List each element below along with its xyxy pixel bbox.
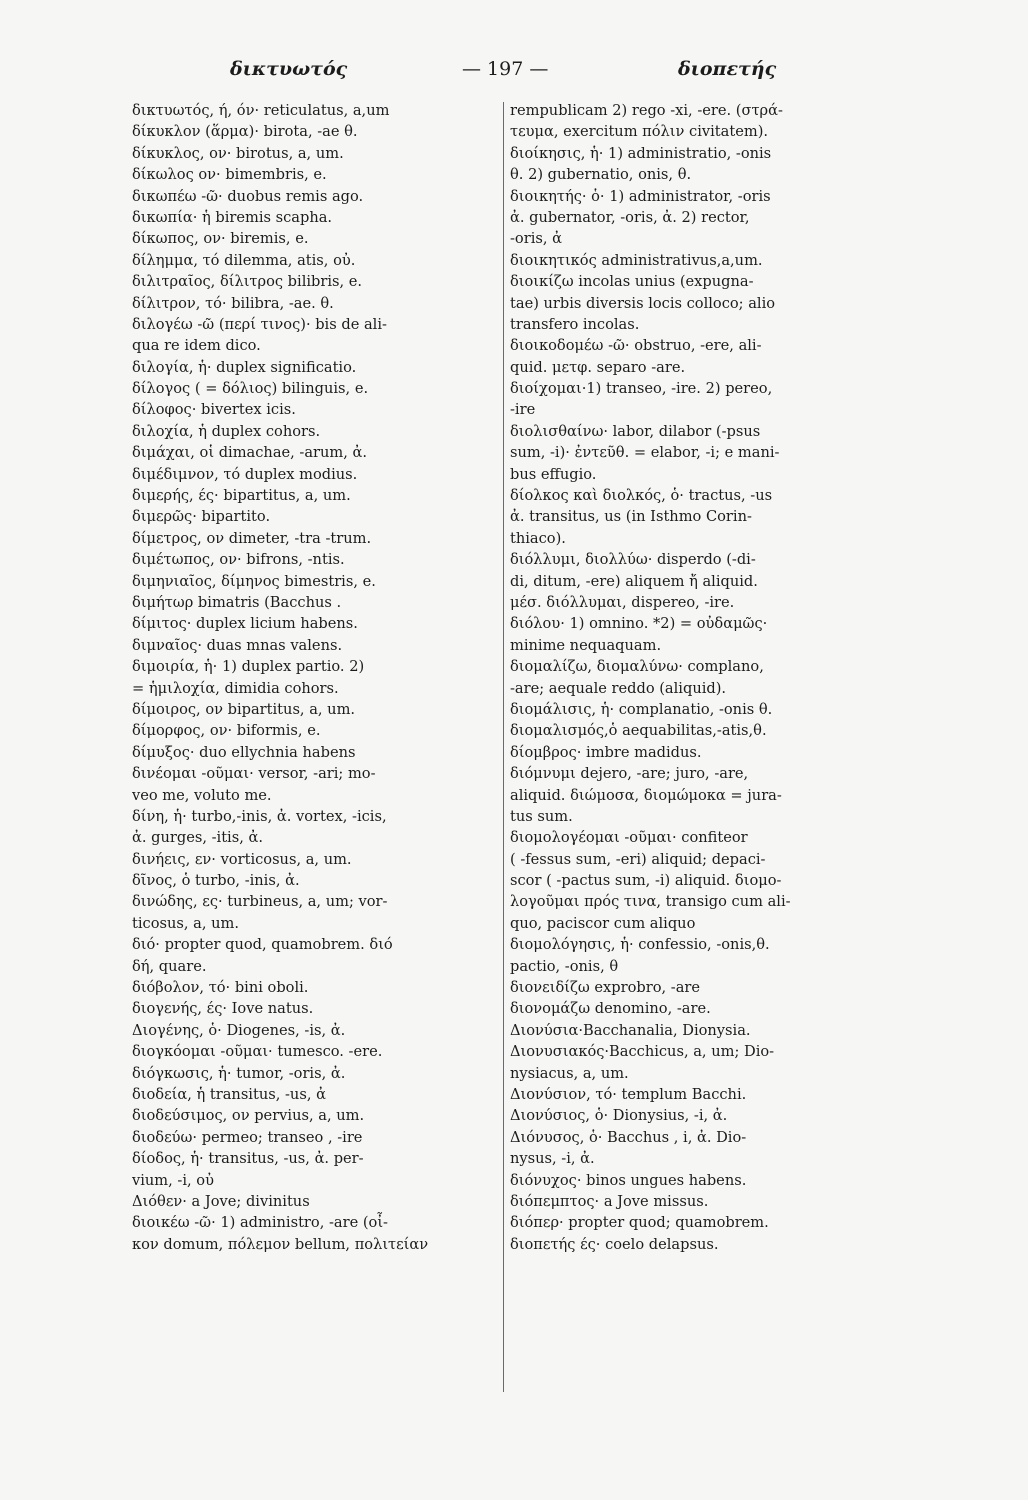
text-line: vium, -i, οὐ <box>132 1171 214 1189</box>
text-line: quid. μετφ. separo -are. <box>510 358 686 376</box>
text-line: διόγκωσις, ἡ· tumor, -oris, ἀ. <box>132 1064 346 1082</box>
text-line: transfero incolas. <box>510 315 640 333</box>
text-line: διοίχομαι·1) transeo, -ire. 2) pereo, <box>510 380 773 398</box>
text-line: διονειδίζω exprobro, -are <box>510 979 701 997</box>
text-line: διόπερ· propter quod; quamobrem. <box>510 1214 769 1232</box>
text-line: veo me, voluto me. <box>132 786 272 804</box>
text-line: τευμα, exercitum πόλιν civitatem). <box>510 123 769 141</box>
text-line: διμοιρία, ἡ· 1) duplex partio. 2) <box>132 658 365 676</box>
text-line: δίκυκλον (ἅρμα)· birota, -ae θ. <box>132 123 358 141</box>
text-line: διλοχία, ἡ duplex cohors. <box>132 422 321 440</box>
text-line: δίλογος ( = δόλιος) bilinguis, e. <box>132 380 369 398</box>
text-line: διμάχαι, οἱ dimachae, -arum, ἀ. <box>132 444 368 462</box>
text-line: δίοδος, ἡ· transitus, -us, ἀ. per- <box>132 1150 364 1168</box>
text-line: ἀ. transitus, us (in Isthmo Corin- <box>510 508 752 526</box>
text-line: tae) urbis diversis locis colloco; alio <box>510 294 776 312</box>
header-right-guide-word: διοπετής <box>678 58 777 80</box>
text-line: Διονύσιος, ὁ· Dionysius, -i, ἀ. <box>510 1107 728 1125</box>
text-line: μέσ. διόλλυμαι, dispereo, -ire. <box>510 593 735 611</box>
text-line: διμέτωπος, ον· bifrons, -ntis. <box>132 551 345 569</box>
text-line: bus effugio. <box>510 465 597 483</box>
text-line: tus sum. <box>510 807 573 825</box>
text-line: διλογέω -ῶ (περί τινος)· bis de ali- <box>132 315 387 333</box>
text-line: θ. 2) gubernatio, onis, θ. <box>510 166 692 184</box>
text-line: διοικοδομέω -ῶ· obstruo, -ere, ali- <box>510 337 762 355</box>
text-line: διόμνυμι dejero, -are; juro, -are, <box>510 765 749 783</box>
text-line: Διόθεν· a Jove; divinitus <box>132 1192 310 1210</box>
text-line: scor ( -pactus sum, -i) aliquid. διομο- <box>510 872 782 890</box>
text-line: ἀ. gurges, -itis, ἀ. <box>132 829 263 847</box>
text-line: nysus, -i, ἀ. <box>510 1150 595 1168</box>
text-line: διμναῖος· duas mnas valens. <box>132 636 343 654</box>
header-left-guide-word: δικτυωτός <box>230 58 348 80</box>
text-line: qua re idem dico. <box>132 337 261 355</box>
text-line: δίλιτρον, τό· bilibra, -ae. θ. <box>132 294 334 312</box>
text-line: δίκωλος ον· bimembris, e. <box>132 166 327 184</box>
right-column <box>510 100 912 1255</box>
text-line: διοπετής ές· coelo delapsus. <box>510 1235 719 1253</box>
text-line: διοικίζω incolas unius (expugna- <box>510 273 754 291</box>
text-line: δινέομαι -οῦμαι· versor, -ari; mo- <box>132 765 376 783</box>
text-line: διόλλυμι, διολλύω· disperdo (-di- <box>510 551 756 569</box>
text-line: sum, -i)· ἐντεῦθ. = elabor, -i; e mani- <box>510 444 780 462</box>
text-line: διομολογέομαι -οῦμαι· confiteor <box>510 829 748 847</box>
text-line: δικωπία· ἡ biremis scapha. <box>132 208 333 226</box>
left-column <box>132 100 500 1255</box>
text-line: διμήτωρ bimatris (Bacchus . <box>132 593 342 611</box>
text-line: thiaco). <box>510 529 566 547</box>
text-line: λογοῦμαι πρός τινα, transigo cum ali- <box>510 893 791 911</box>
text-line: διόνυχος· binos ungues habens. <box>510 1171 747 1189</box>
text-line: δίνη, ἡ· turbo,-inis, ἀ. vortex, -icis, <box>132 807 387 825</box>
text-line: δίμετρος, ον dimeter, -tra -trum. <box>132 529 372 547</box>
text-line: διοικητικός administrativus,a,um. <box>510 251 763 269</box>
text-line: δίμοιρος, ον bipartitus, a, um. <box>132 700 356 718</box>
text-line: -ire <box>510 401 536 419</box>
text-line: minime nequaquam. <box>510 636 662 654</box>
text-line: διόπεμπτος· a Jove missus. <box>510 1192 709 1210</box>
text-line: Διονύσιον, τό· templum Bacchi. <box>510 1085 747 1103</box>
text-line: δικτυωτός, ή, όν· reticulatus, a,um <box>132 102 390 119</box>
text-line: = ἡμιλοχία, dimidia cohors. <box>132 679 339 697</box>
text-line: διοικητής· ὁ· 1) administrator, -oris <box>510 187 771 205</box>
text-line: διονομάζω denomino, -are. <box>510 1000 711 1018</box>
column-divider <box>503 102 504 1392</box>
page-number: — 197 — <box>462 58 549 80</box>
text-line: pactio, -onis, θ <box>510 957 619 975</box>
text-line: διογκόομαι -οῦμαι· tumesco. -ere. <box>132 1043 383 1061</box>
text-line: δίμιτος· duplex licium habens. <box>132 615 358 633</box>
text-line: διογενής, ές· Iove natus. <box>132 1000 314 1018</box>
text-line: ἀ. gubernator, -oris, ἀ. 2) rector, <box>510 208 750 226</box>
text-line: δίλοφος· bivertex icis. <box>132 401 296 419</box>
text-line: δίμυξος· duo ellychnia habens <box>132 743 356 761</box>
text-line: δίμορφος, ον· biformis, e. <box>132 722 321 740</box>
text-line: ticosus, a, um. <box>132 914 240 932</box>
text-line: δινήεις, εν· vorticosus, a, um. <box>132 850 352 868</box>
text-line: διοίκησις, ἡ· 1) administratio, -onis <box>510 144 772 162</box>
text-line: Διονύσια·Bacchanalia, Dionysia. <box>510 1021 751 1039</box>
text-line: διοδεύσιμος, ον pervius, a, um. <box>132 1107 365 1125</box>
text-line: διό· propter quod, quamobrem. διό <box>132 936 393 954</box>
text-line: διμέδιμνον, τό duplex modius. <box>132 465 358 483</box>
text-line: διομολόγησις, ἡ· confessio, -onis,θ. <box>510 936 770 954</box>
text-line: δῖνος, ὁ turbo, -inis, ἀ. <box>132 872 300 890</box>
text-line: κον domum, πόλεμον bellum, πολιτείαν <box>132 1235 429 1253</box>
text-line: δίκωπος, ον· biremis, e. <box>132 230 309 248</box>
text-line: διόβολον, τό· bini oboli. <box>132 979 309 997</box>
text-line: quo, paciscor cum aliquo <box>510 914 696 932</box>
text-line: δίλημμα, τό dilemma, atis, οὐ. <box>132 251 356 269</box>
text-line: rempublicam 2) rego -xi, -ere. (στρά- <box>510 102 783 119</box>
text-line: διομάλισις, ἡ· complanatio, -onis θ. <box>510 700 773 718</box>
text-line: aliquid. διώμοσα, διομώμοκα = jura- <box>510 786 782 804</box>
text-line: δίκυκλος, ον· birotus, a, um. <box>132 144 344 162</box>
text-line: ( -fessus sum, -eri) aliquid; depaci- <box>510 850 766 868</box>
text-line: nysiacus, a, um. <box>510 1064 629 1082</box>
text-line: διμερής, ές· bipartitus, a, um. <box>132 487 351 505</box>
text-line: Διόνυσος, ὁ· Bacchus , i, ἀ. Dio- <box>510 1128 747 1146</box>
text-line: διμηνιαῖος, δίμηνος bimestris, e. <box>132 572 376 590</box>
text-line: διολισθαίνω· labor, dilabor (-psus <box>510 422 761 440</box>
text-line: δικωπέω -ῶ· duobus remis ago. <box>132 187 364 205</box>
text-line: διλιτραῖος, δίλιτρος bilibris, e. <box>132 273 363 291</box>
running-header <box>0 58 1028 88</box>
text-line: δίομβρος· imbre madidus. <box>510 743 702 761</box>
text-line: διοικέω -ῶ· 1) administro, -are (οἶ- <box>132 1214 388 1232</box>
text-line: Διογένης, ὁ· Diogenes, -is, ἀ. <box>132 1021 346 1039</box>
text-line: -oris, ἀ <box>510 230 562 248</box>
text-line: -are; aequale reddo (aliquid). <box>510 679 727 697</box>
text-line: διλογία, ἡ· duplex significatio. <box>132 358 357 376</box>
text-line: δή, quare. <box>132 957 207 975</box>
text-line: διμερῶς· bipartito. <box>132 508 271 526</box>
text-line: διόλου· 1) omnino. *2) = οὐδαμῶς· <box>510 615 768 633</box>
text-line: Διονυσιακός·Bacchicus, a, um; Dio- <box>510 1043 775 1061</box>
text-line: διομαλίζω, διομαλύνω· complano, <box>510 658 764 676</box>
text-line: διοδεία, ἡ transitus, -us, ἀ <box>132 1085 326 1103</box>
text-line: di, ditum, -ere) aliquem ἤ aliquid. <box>510 572 758 590</box>
text-line: διοδεύω· permeo; transeo , -ire <box>132 1128 363 1146</box>
text-line: δινώδης, ες· turbineus, a, um; vor- <box>132 893 388 911</box>
text-line: διομαλισμός,ὁ aequabilitas,-atis,θ. <box>510 722 767 740</box>
text-line: δίολκος καὶ διολκός, ὁ· tractus, -us <box>510 487 773 505</box>
